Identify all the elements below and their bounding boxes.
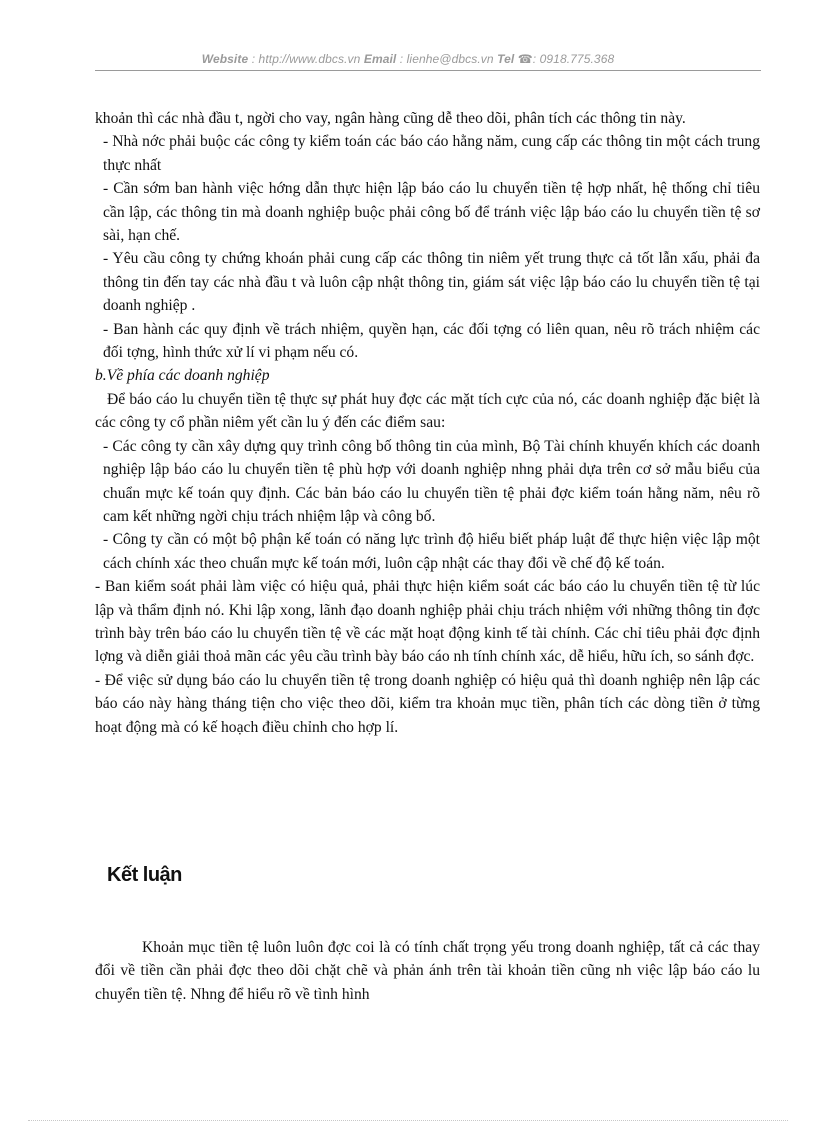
paragraph: - Cần sớm ban hành việc hớng dẫn thực hiện lập báo cáo lu chuyển tiền tệ hợp nhất, hệ thống chỉ tiêu cần lập, các thông tin mà doanh nghiệp buộc phải công bố để tránh việc lập báo cáo lu chuyển tiền tệ sơ sài, hạn chế. (103, 180, 760, 245)
paragraph: khoản thì các nhà đầu t, ngời cho vay, ngân hàng cũng dễ theo dõi, phân tích các thông tin này. (95, 110, 686, 127)
footer-divider (28, 1120, 788, 1121)
conclusion-paragraph: Khoản mục tiền tệ luôn luôn đợc coi là có tính chất trọng yếu trong doanh nghiệp, tất cả các thay đổi về tiền cần phải đợc theo dõi chặt chẽ và phản ánh trên tài khoản tiền cũng nh việc lập báo cáo lu chuyển tiền tệ. Nhng để hiểu rõ về tình hình (95, 939, 760, 1003)
phone-number: ☎: 0918.775.368 (517, 52, 615, 66)
paragraph: - Công ty cần có một bộ phận kế toán có năng lực trình độ hiểu biết pháp luật để thực hiện việc lập một cách chính xác theo chuẩn mực kế toán mới, luôn cập nhật các thay đổi về chế độ kế toán. (103, 531, 760, 572)
subheading: b.Về phía các doanh nghiệp (95, 367, 270, 385)
page-header (0, 52, 816, 66)
paragraph: Để báo cáo lu chuyển tiền tệ thực sự phát huy đợc các mặt tích cực của nó, các doanh nghiệp đặc biệt là các công ty cổ phần niêm yết cần lu ý đến các điểm sau: (95, 390, 760, 432)
document-body (95, 107, 760, 739)
paragraph: - Ban hành các quy định về trách nhiệm, quyền hạn, các đối tợng có liên quan, nêu rõ trách nhiệm các đối tợng, hình thức xử lí vi phạm nếu có. (103, 320, 760, 362)
website-url[interactable]: : http://www.dbcs.vn (251, 52, 361, 66)
header-divider (95, 70, 761, 71)
paragraph: - Để việc sử dụng báo cáo lu chuyển tiền tệ trong doanh nghiệp có hiệu quả thì doanh nghiệp nên lập các báo cáo này hàng tháng tiện cho việc theo dõi, kiểm tra khoản mục tiền, phân tích các dòng tiền ở từng hoạt động mà có kế hoạch điều chỉnh cho hợp lí. (95, 671, 760, 736)
conclusion-heading: Kết luận (107, 864, 182, 886)
email-address[interactable]: : lienhe@dbcs.vn (399, 52, 494, 66)
tel-label: Tel (497, 52, 515, 66)
website-label: Website (201, 52, 249, 66)
email-label: Email (363, 52, 397, 66)
paragraph: - Các công ty cần xây dựng quy trình công bố thông tin của mình, Bộ Tài chính khuyến khích các doanh nghiệp lập báo cáo lu chuyển tiền tệ phù hợp với doanh nghiệp nhng phải dựa trên cơ sở mẫu biểu của chuẩn mực kế toán quy định. Các bản báo cáo lu chuyển tiền tệ phải đợc kiểm toán hằng năm, nêu rõ cam kết những ngời chịu trách nhiệm lập và công bố. (103, 437, 760, 525)
paragraph: - Ban kiểm soát phải làm việc có hiệu quả, phải thực hiện kiểm soát các báo cáo lu chuyển tiền tệ từ lúc lập và thẩm định nó. Khi lập xong, lãnh đạo doanh nghiệp phải chịu trách nhiệm với những thông tin đợc trình bày trên báo cáo lu chuyển tiền tệ về các mặt hoạt động kinh tế tài chính. Các chỉ tiêu phải đợc định lợng và diễn giải thoả mãn các yêu cầu trình bày báo cáo nh tính chính xác, dễ hiểu, hữu ích, so sánh đợc. (95, 578, 760, 666)
paragraph: - Nhà nớc phải buộc các công ty kiểm toán các báo cáo hằng năm, cung cấp các thông tin một cách trung thực nhất (103, 133, 760, 174)
paragraph: - Yêu cầu công ty chứng khoán phải cung cấp các thông tin niêm yết trung thực cả tốt lẫn xấu, phải đa thông tin đến tay các nhà đầu t và luôn cập nhật thông tin, giám sát việc lập báo cáo lu chuyển tiền tệ tại doanh nghiệp . (103, 250, 760, 315)
